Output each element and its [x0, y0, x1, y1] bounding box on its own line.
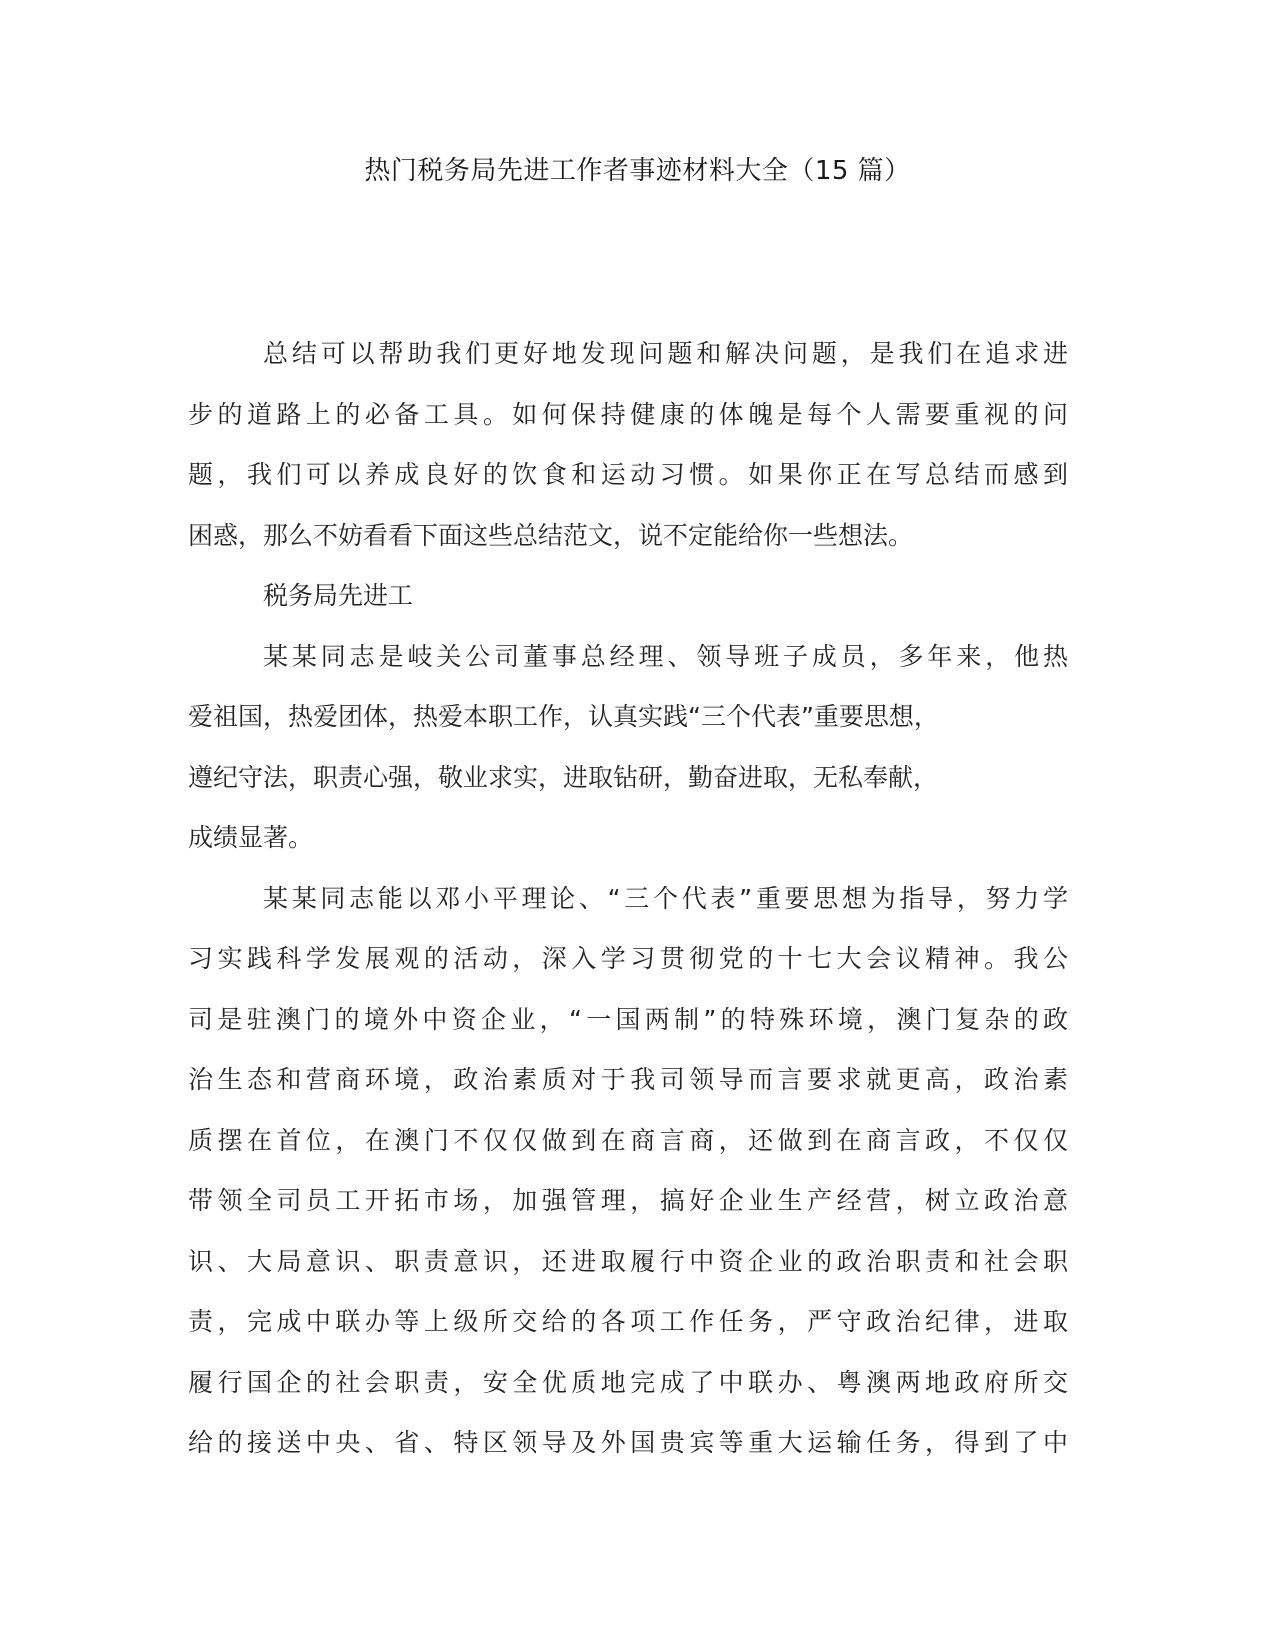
line-text: 责，完成中联办等上级所交给的各项工作任务，严守政治纪律，进取 [188, 1307, 1073, 1336]
line-text: 给的接送中央、省、特区领导及外国贵宾等重大运输任务，得到了中 [188, 1428, 1073, 1457]
paragraph-details [188, 869, 1073, 1474]
line-text: 履行国企的社会职责，安全优质地完成了中联办、粤澳两地政府所交 [188, 1367, 1073, 1397]
line-text: 成绩显著。 [188, 823, 314, 852]
text-line [188, 1292, 1073, 1353]
text-line [188, 385, 1073, 446]
line-text: 总结可以帮助我们更好地发现问题和解决问题，是我们在追求进 [263, 339, 1072, 368]
text-line [188, 869, 1072, 930]
line-text: 税务局先进工 [263, 581, 414, 610]
paragraph-subheading [188, 566, 1068, 627]
line-text: 识、大局意识、职责意识，还进取履行中资企业的政治职责和社会职 [188, 1246, 1073, 1276]
line-text: 题，我们可以养成良好的饮食和运动习惯。如果你正在写总结而感到 [188, 460, 1073, 489]
text-line [188, 445, 1073, 506]
line-text: 爱祖国，热爱团体，热爱本职工作，认真实践“三个代表”重要思想， [188, 702, 939, 731]
line-text: 治生态和营商环境，政治素质对于我司领导而言要求就更高，政治素 [188, 1065, 1073, 1094]
line-text: 习实践科学发展观的活动，深入学习贯彻党的十七大会议精神。我公 [188, 944, 1073, 973]
line-text: 某某同志是岐关公司董事总经理、领导班子成员，多年来，他热 [263, 641, 1072, 671]
text-line [188, 566, 1068, 627]
text-line [188, 748, 1068, 809]
text-line [188, 1050, 1073, 1111]
text-line [188, 1413, 1073, 1474]
line-text: 困惑，那么不妨看看下面这些总结范文，说不定能给你一些想法。 [188, 520, 914, 550]
text-line [188, 627, 1072, 688]
line-text: 某某同志能以邓小平理论、“三个代表”重要思想为指导，努力学 [263, 883, 1072, 913]
line-text: 质摆在首位，在澳门不仅仅做到在商言商，还做到在商言政，不仅仅 [188, 1125, 1073, 1155]
text-line [188, 1171, 1073, 1232]
line-text: 带领全司员工开拓市场，加强管理，搞好企业生产经营，树立政治意 [188, 1186, 1073, 1215]
document-title: 热门税务局先进工作者事迹材料大全（15 篇） [364, 156, 911, 186]
text-line [188, 990, 1073, 1051]
text-line [188, 1353, 1073, 1414]
document-body [188, 324, 1073, 1474]
line-text: 步的道路上的必备工具。如何保持健康的体魄是每个人需要重视的问 [188, 399, 1073, 429]
text-line [188, 808, 1068, 869]
text-line [188, 687, 1068, 748]
paragraph-profile [188, 627, 1072, 869]
text-line [188, 929, 1073, 990]
text-line [188, 506, 1068, 567]
text-line [188, 1111, 1073, 1172]
line-text: 遵纪守法，职责心强，敬业求实，进取钻研，勤奋进取，无私奉献， [188, 762, 939, 792]
text-line [188, 1232, 1073, 1293]
paragraph-intro [188, 324, 1073, 566]
text-line [188, 324, 1072, 385]
line-text: 司是驻澳门的境外中资企业，“一国两制”的特殊环境，澳门复杂的政 [188, 1004, 1073, 1034]
